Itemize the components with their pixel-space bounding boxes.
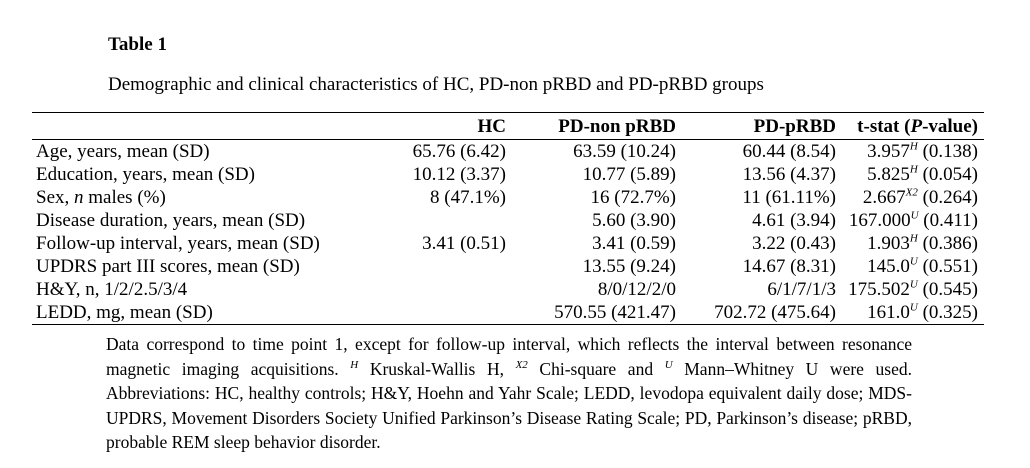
table-row <box>32 301 984 325</box>
table-row <box>32 255 984 278</box>
cell-t-stat: $175.502^U$ (0.545) <box>848 278 978 300</box>
table-row <box>32 186 984 209</box>
cell-pd-non-prbd: 3.41 (0.59) <box>592 233 676 254</box>
cell-pd-prbd: 13.56 (4.37) <box>742 164 836 185</box>
cell-pd-prbd: 14.67 (8.31) <box>742 256 836 277</box>
cell-hc: 10.12 (3.37) <box>412 164 506 185</box>
cell-hc: 65.76 (6.42) <box>412 141 506 162</box>
header-label <box>32 113 362 140</box>
cell-pd-prbd: 11 (61.11%) <box>742 187 836 208</box>
header-hc: HC <box>362 113 512 140</box>
cell-pd-prbd: 60.44 (8.54) <box>742 141 836 162</box>
table-row <box>32 209 984 232</box>
table-caption: Demographic and clinical characteristics of HC, PD-non pRBD and PD-pRBD groups <box>108 74 764 95</box>
header-t-stat: t-stat (P-value) <box>842 113 984 140</box>
table-row <box>32 232 984 255</box>
cell-t-stat: $167.000^U$ (0.411) <box>848 209 978 231</box>
cell-t-stat: $1.903^H$ (0.386) <box>867 232 978 254</box>
row-label: Sex, n males (%) <box>36 187 166 208</box>
cell-pd-non-prbd: 10.77 (5.89) <box>582 164 676 185</box>
row-label: Education, years, mean (SD) <box>36 164 255 185</box>
header-pd-non-prbd: PD-non pRBD <box>512 113 682 140</box>
cell-pd-prbd: 6/1/7/1/3 <box>767 279 836 300</box>
cell-pd-non-prbd: 13.55 (9.24) <box>582 256 676 277</box>
characteristics-table <box>32 112 984 325</box>
cell-pd-non-prbd: 8/0/12/2/0 <box>597 279 676 300</box>
cell-t-stat: $3.957^H$ (0.138) <box>867 140 978 162</box>
cell-pd-non-prbd: 16 (72.7%) <box>590 187 676 208</box>
cell-pd-non-prbd: 5.60 (3.90) <box>592 210 676 231</box>
cell-pd-prbd: 702.72 (475.64) <box>682 301 842 325</box>
cell-pd-prbd: 4.61 (3.94) <box>752 210 836 231</box>
cell-t-stat: $161.0^U$ (0.325) <box>842 301 984 325</box>
cell-hc: 8 (47.1%) <box>430 187 506 208</box>
cell-t-stat: $2.667^{X2}$ (0.264) <box>862 186 978 208</box>
cell-pd-prbd: 3.22 (0.43) <box>752 233 836 254</box>
cell-hc <box>362 278 512 301</box>
cell-hc <box>362 301 512 325</box>
header-row <box>32 113 984 140</box>
row-label: LEDD, mg, mean (SD) <box>32 301 362 325</box>
table-row <box>32 140 984 164</box>
cell-hc: 3.41 (0.51) <box>422 233 506 254</box>
header-pd-prbd: PD-pRBD <box>682 113 842 140</box>
table-row <box>32 163 984 186</box>
row-label: UPDRS part III scores, mean (SD) <box>36 256 300 277</box>
row-label: Age, years, mean (SD) <box>36 141 210 162</box>
cell-hc <box>362 209 512 232</box>
table-row <box>32 278 984 301</box>
cell-t-stat: $5.825^H$ (0.054) <box>867 163 978 185</box>
cell-pd-non-prbd: 570.55 (421.47) <box>512 301 682 325</box>
table-title: Table 1 <box>108 34 167 55</box>
table-footnote: Data correspond to time point 1, except for follow-up interval, which reflects the interval between resonance magnetic imaging acquisitions. $^H$ Kruskal-Wallis H, $^{X2}$ Chi-square and $^U$ Mann–Whitney U were used. Abbreviations: HC, healthy controls; H&Y, Hoehn and Yahr Scale; LEDD, levodopa equivalent daily dose; MDS-UPDRS, Movement Disorders Society Unified Parkinson’s Disease Rating Scale; PD, Parkinson’s disease; pRBD, probable REM sleep behavior disorder. <box>106 334 912 452</box>
row-label: Disease duration, years, mean (SD) <box>36 210 306 231</box>
row-label: H&Y, n, 1/2/2.5/3/4 <box>36 279 188 300</box>
row-label: Follow-up interval, years, mean (SD) <box>36 233 320 254</box>
cell-hc <box>362 255 512 278</box>
cell-t-stat: $145.0^U$ (0.551) <box>867 255 978 277</box>
cell-pd-non-prbd: 63.59 (10.24) <box>573 141 676 162</box>
